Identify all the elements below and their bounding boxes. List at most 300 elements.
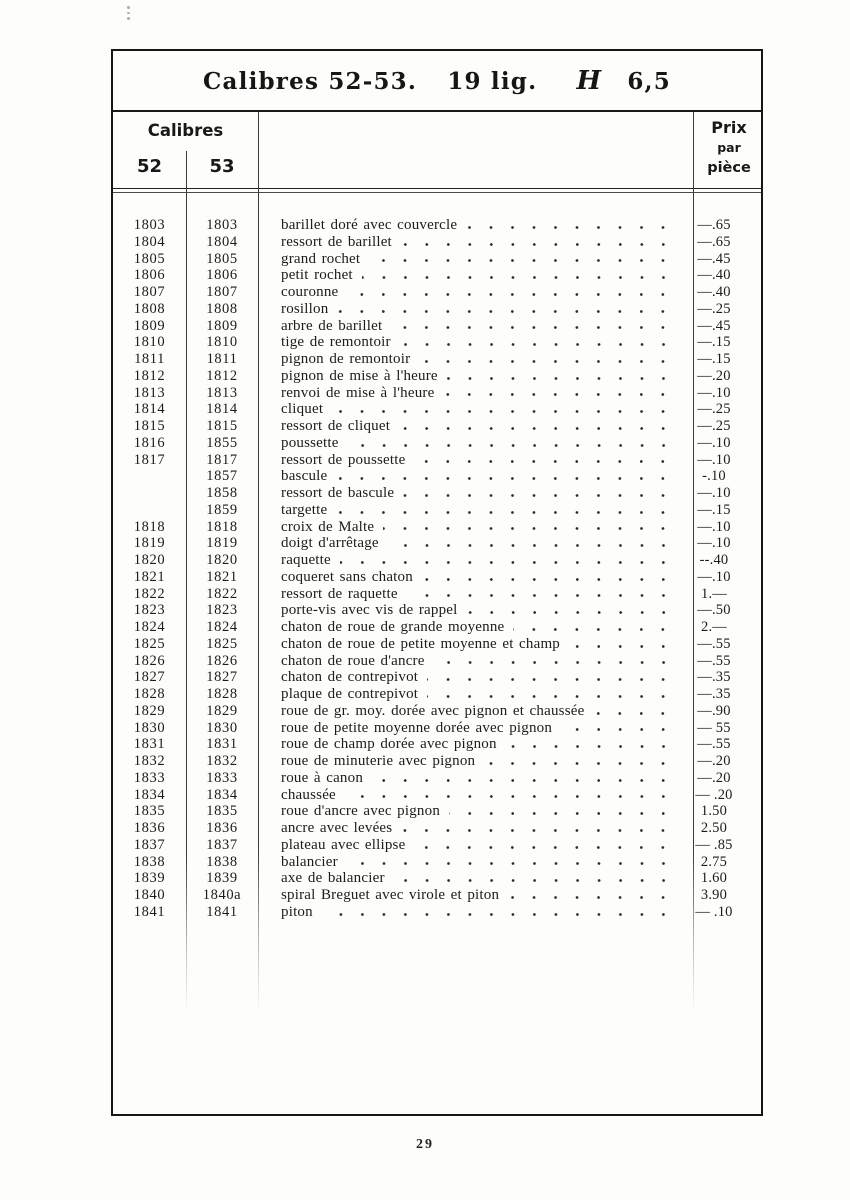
- part-price: — 55: [697, 719, 731, 736]
- dot-leader: [372, 777, 676, 787]
- dot-leader: [332, 408, 676, 418]
- dot-leader: [362, 274, 676, 284]
- title-height-value: 6,5: [627, 67, 671, 95]
- part-description: renvoi de mise à l'heure: [281, 384, 435, 401]
- table-row: [113, 385, 761, 402]
- part-price: —.45: [697, 317, 731, 334]
- calibre-52-number: 1809: [133, 317, 166, 334]
- calibre-52-number: 1815: [133, 418, 166, 434]
- part-price: —.10: [697, 518, 731, 535]
- calibre-52-number: 1812: [133, 367, 166, 384]
- table-title-band: [113, 51, 761, 112]
- calibre-53-number: 1818: [206, 518, 238, 535]
- calibre-52-number: 1818: [133, 518, 166, 535]
- part-description-cell: [258, 334, 689, 351]
- table-row: [113, 586, 761, 603]
- table-row: [113, 234, 761, 251]
- part-description: croix de Malte: [281, 518, 375, 535]
- part-description-cell: [258, 234, 689, 251]
- part-price: 2.—: [701, 619, 727, 635]
- dot-leader: [391, 324, 676, 334]
- part-description-cell: [258, 251, 689, 268]
- part-price: —.35: [697, 686, 731, 702]
- part-price: --.40: [699, 552, 729, 568]
- calibre-53-number: 1813: [206, 384, 238, 401]
- calibre-52-number: 1825: [133, 635, 166, 652]
- part-description-cell: [258, 720, 689, 737]
- calibre-52-number: 1814: [133, 401, 166, 418]
- calibre-52-number: [113, 485, 186, 502]
- calibre-52-number: 1808: [133, 300, 166, 317]
- table-row: [113, 468, 761, 485]
- part-price: —.40: [697, 284, 731, 300]
- calibre-52-number: 1828: [133, 686, 166, 702]
- part-description: axe de balancier: [281, 870, 385, 887]
- table-row: [113, 736, 761, 753]
- table-row: [113, 820, 761, 837]
- part-description-cell: [258, 820, 689, 837]
- calibre-53-number: 1830: [206, 719, 238, 736]
- calibre-52-number: 1820: [133, 552, 166, 568]
- calibre-53-number: 1859: [206, 501, 238, 518]
- part-price: —.15: [697, 351, 731, 367]
- dot-leader: [513, 626, 676, 636]
- part-price: —.25: [697, 300, 731, 317]
- table-row: [113, 368, 761, 385]
- dot-leader: [347, 860, 676, 870]
- calibre-52-number: 1836: [133, 820, 166, 836]
- table-row: [113, 837, 761, 854]
- calibre-53-number: 1840a: [202, 887, 242, 903]
- part-price: —.20: [697, 367, 731, 384]
- calibre-52-number: [113, 502, 186, 519]
- table-header: [113, 112, 761, 190]
- dot-leader: [443, 391, 676, 401]
- header-price-line2: par: [717, 140, 741, 155]
- table-row: [113, 669, 761, 686]
- part-price: —.25: [697, 401, 731, 418]
- part-description-cell: [258, 887, 689, 904]
- dot-leader: [427, 676, 676, 686]
- part-description: chaton de contrepivot: [281, 669, 419, 686]
- calibre-53-number: 1827: [206, 669, 238, 686]
- part-description-cell: [258, 368, 689, 385]
- table-row: [113, 887, 761, 904]
- calibre-53-number: 1804: [206, 233, 238, 250]
- calibre-52-number: 1819: [133, 535, 166, 552]
- calibre-53-number: 1831: [206, 736, 238, 753]
- part-description: poussette: [281, 434, 339, 451]
- part-description-cell: [258, 552, 689, 569]
- calibre-52-number: 1841: [133, 903, 166, 920]
- table-row: [113, 720, 761, 737]
- part-description-cell: [258, 485, 689, 502]
- part-description-cell: [258, 753, 689, 770]
- table-row: [113, 870, 761, 887]
- part-description-cell: [258, 619, 689, 636]
- part-description: roue de gr. moy. dorée avec pignon et chaussée: [281, 702, 585, 719]
- part-description-cell: [258, 837, 689, 854]
- part-description-cell: [258, 535, 689, 552]
- dot-leader: [347, 291, 676, 301]
- dot-leader: [407, 592, 676, 602]
- part-price: —.55: [697, 635, 731, 652]
- part-description-cell: [258, 267, 689, 284]
- calibre-52-number: 1823: [133, 602, 166, 619]
- header-calibres-group: Calibres: [147, 121, 224, 140]
- part-description: targette: [281, 501, 328, 518]
- table-row: [113, 401, 761, 418]
- part-description-cell: [258, 736, 689, 753]
- dot-leader: [422, 576, 676, 586]
- dot-leader: [336, 475, 676, 485]
- part-price: —.10: [697, 434, 731, 451]
- height-symbol: H: [576, 65, 602, 96]
- table-row: [113, 435, 761, 452]
- price-table: [111, 49, 763, 1116]
- part-description: chaussée: [281, 786, 336, 803]
- dot-leader: [414, 844, 676, 854]
- calibre-53-number: 1832: [206, 753, 238, 769]
- part-price: —.65: [697, 233, 731, 250]
- calibre-52-number: 1839: [133, 870, 166, 887]
- calibre-52-number: 1806: [133, 267, 166, 284]
- calibre-53-number: 1805: [206, 250, 238, 267]
- calibre-52-number: 1813: [133, 384, 166, 401]
- calibre-53-number: 1838: [206, 853, 238, 870]
- part-price: —.65: [697, 217, 731, 233]
- part-description-cell: [258, 318, 689, 335]
- calibre-53-number: 1814: [206, 401, 238, 418]
- title-lignes: 19 lig.: [447, 67, 538, 95]
- part-description-cell: [258, 669, 689, 686]
- dot-leader: [593, 710, 676, 720]
- calibre-52-number: 1804: [133, 233, 166, 250]
- dot-leader: [394, 877, 676, 887]
- part-price: —.10: [697, 568, 731, 585]
- table-row: [113, 619, 761, 636]
- calibre-52-number: 1837: [133, 836, 166, 853]
- part-description: balancier: [281, 853, 338, 870]
- part-price: —.20: [697, 769, 731, 786]
- part-description-cell: [258, 385, 689, 402]
- dot-leader: [336, 509, 676, 519]
- table-row: [113, 653, 761, 670]
- calibre-53-number: 1825: [206, 635, 238, 652]
- calibre-52-number: 1811: [134, 351, 165, 367]
- dot-leader: [414, 458, 676, 468]
- calibre-53-number: 1806: [206, 267, 238, 284]
- calibre-53-number: 1836: [206, 820, 238, 836]
- part-description-cell: [258, 770, 689, 787]
- table-row: [113, 569, 761, 586]
- dot-leader: [434, 659, 676, 669]
- dot-leader: [447, 375, 676, 385]
- part-description-cell: [258, 636, 689, 653]
- dot-leader: [506, 743, 676, 753]
- calibre-52-number: 1805: [133, 250, 166, 267]
- part-description-cell: [258, 452, 689, 469]
- calibre-53-number: 1821: [206, 568, 238, 585]
- calibre-53-number: 1858: [206, 485, 238, 501]
- table-row: [113, 267, 761, 284]
- dot-leader: [383, 525, 676, 535]
- dot-leader: [449, 810, 676, 820]
- part-price: —.10: [697, 485, 731, 501]
- part-description: bascule: [281, 468, 328, 485]
- table-row: [113, 854, 761, 871]
- part-price: -.10: [702, 468, 726, 485]
- part-price: —.15: [697, 501, 731, 518]
- part-price: — .85: [695, 836, 733, 853]
- dot-leader: [403, 492, 676, 502]
- part-price: 1.—: [701, 585, 727, 602]
- table-row: [113, 251, 761, 268]
- part-description: roue à canon: [281, 769, 364, 786]
- part-description: barillet doré avec couvercle: [281, 217, 458, 233]
- part-description-cell: [258, 301, 689, 318]
- part-price: 1.60: [700, 870, 728, 887]
- calibre-53-number: 1809: [206, 317, 238, 334]
- table-row: [113, 552, 761, 569]
- header-col-52: 52: [136, 156, 163, 177]
- part-description: plateau avec ellipse: [281, 836, 406, 853]
- table-row: [113, 636, 761, 653]
- table-row: [113, 301, 761, 318]
- calibre-53-number: 1812: [206, 367, 238, 384]
- table-row: [113, 519, 761, 536]
- part-price: —.55: [697, 652, 731, 669]
- calibre-52-number: 1840: [133, 887, 166, 903]
- table-title: [203, 66, 671, 96]
- part-price: —.50: [697, 602, 731, 619]
- table-row: [113, 535, 761, 552]
- calibre-52-number: 1827: [133, 669, 166, 686]
- part-description-cell: [258, 904, 689, 921]
- part-price: —.20: [697, 753, 731, 769]
- part-price: 3.90: [700, 887, 728, 903]
- part-description-cell: [258, 217, 689, 234]
- table-row: [113, 452, 761, 469]
- dot-leader: [348, 442, 676, 452]
- calibre-53-number: 1808: [206, 300, 238, 317]
- calibre-52-number: 1832: [133, 753, 166, 769]
- dot-leader: [388, 542, 676, 552]
- calibre-52-number: 1834: [133, 786, 166, 803]
- calibre-53-number: 1820: [206, 552, 238, 568]
- dot-leader: [419, 358, 676, 368]
- part-description: tige de remontoir: [281, 334, 391, 351]
- part-description: cliquet: [281, 401, 324, 418]
- calibre-53-number: 1835: [206, 803, 238, 820]
- part-description-cell: [258, 803, 689, 820]
- calibre-52-number: 1810: [133, 334, 166, 351]
- calibre-53-number: 1833: [206, 769, 238, 786]
- calibre-53-number: 1815: [206, 418, 238, 434]
- part-price: 2.50: [700, 820, 728, 836]
- part-description: ancre avec levées: [281, 820, 393, 836]
- part-description: pignon de remontoir: [281, 351, 411, 367]
- table-row: [113, 904, 761, 921]
- part-description-cell: [258, 435, 689, 452]
- part-price: —.10: [697, 535, 731, 552]
- dot-leader: [569, 643, 676, 653]
- part-description: couronne: [281, 284, 339, 300]
- dot-leader: [561, 726, 676, 736]
- part-description-cell: [258, 468, 689, 485]
- table-row: [113, 502, 761, 519]
- part-price: —.10: [697, 384, 731, 401]
- part-price: —.55: [697, 736, 731, 753]
- part-description: ressort de raquette: [281, 585, 398, 602]
- table-row: [113, 351, 761, 368]
- part-price: —.15: [697, 334, 731, 351]
- dot-leader: [401, 827, 676, 837]
- table-row: [113, 703, 761, 720]
- part-description: raquette: [281, 552, 331, 568]
- part-description: ressort de poussette: [281, 451, 406, 468]
- dot-leader: [400, 341, 676, 351]
- part-description: spiral Breguet avec virole et piton: [281, 887, 500, 903]
- part-description: petit rochet: [281, 267, 353, 284]
- part-description: chaton de roue de petite moyenne et champ: [281, 635, 561, 652]
- table-row: [113, 787, 761, 804]
- part-description: roue de champ dorée avec pignon: [281, 736, 497, 753]
- part-price: —.35: [697, 669, 731, 686]
- part-price: —.45: [697, 250, 731, 267]
- part-description: ressort de bascule: [281, 485, 395, 501]
- dot-leader: [467, 609, 676, 619]
- calibre-53-number: 1819: [206, 535, 238, 552]
- part-description: roue de petite moyenne dorée avec pignon: [281, 719, 553, 736]
- table-row: [113, 686, 761, 703]
- calibre-52-number: 1830: [133, 719, 166, 736]
- part-description-cell: [258, 854, 689, 871]
- header-price-line3: pièce: [707, 160, 751, 176]
- part-price: 2.75: [700, 853, 728, 870]
- part-description-cell: [258, 686, 689, 703]
- part-description: grand rochet: [281, 250, 361, 267]
- part-description: coqueret sans chaton: [281, 568, 413, 585]
- table-row: [113, 334, 761, 351]
- calibre-52-number: 1831: [133, 736, 166, 753]
- calibre-53-number: 1823: [206, 602, 238, 619]
- dot-leader: [369, 257, 676, 267]
- header-col-53: 53: [209, 156, 235, 177]
- part-description: chaton de roue de grande moyenne: [281, 619, 505, 635]
- calibre-52-number: 1807: [133, 284, 166, 300]
- title-calibres: Calibres 52-53.: [203, 67, 418, 95]
- calibre-53-number: 1807: [206, 284, 238, 300]
- part-description-cell: [258, 502, 689, 519]
- calibre-53-number: 1841: [206, 903, 238, 920]
- part-price: 1.50: [700, 803, 728, 820]
- calibre-52-number: 1826: [133, 652, 166, 669]
- calibre-53-number: 1839: [206, 870, 238, 887]
- part-price: —.40: [697, 267, 731, 284]
- header-price: [693, 118, 765, 178]
- calibre-52-number: 1822: [133, 585, 166, 602]
- table-row: [113, 485, 761, 502]
- part-price: —.10: [697, 451, 731, 468]
- part-price: —.90: [697, 702, 731, 719]
- table-row: [113, 602, 761, 619]
- table-row: [113, 217, 761, 234]
- table-row: [113, 753, 761, 770]
- part-description-cell: [258, 653, 689, 670]
- part-description: doigt d'arrêtage: [281, 535, 379, 552]
- part-price: — .10: [695, 903, 733, 920]
- part-description: porte-vis avec vis de rappel: [281, 602, 458, 619]
- dot-leader: [345, 793, 676, 803]
- calibre-52-number: 1803: [133, 217, 166, 233]
- calibre-52-number: 1816: [133, 434, 166, 451]
- part-description: ressort de barillet: [281, 233, 392, 250]
- dot-leader: [322, 911, 676, 921]
- part-description: arbre de barillet: [281, 317, 383, 334]
- dot-leader: [427, 693, 676, 703]
- header-price-line1: Prix: [711, 118, 747, 137]
- part-description-cell: [258, 870, 689, 887]
- calibre-53-number: 1829: [206, 702, 238, 719]
- part-description: roue de minuterie avec pignon: [281, 753, 476, 769]
- calibre-53-number: 1837: [206, 836, 238, 853]
- calibre-53-number: 1811: [206, 351, 238, 367]
- part-description-cell: [258, 401, 689, 418]
- calibre-52-number: [113, 468, 186, 485]
- part-description: roue d'ancre avec pignon: [281, 803, 441, 820]
- calibre-52-number: 1833: [133, 769, 166, 786]
- part-description: plaque de contrepivot: [281, 686, 419, 702]
- header-double-rule: [113, 188, 761, 193]
- dot-leader: [401, 241, 676, 251]
- calibre-53-number: 1817: [206, 451, 238, 468]
- page-number: 29: [416, 1137, 434, 1152]
- calibre-53-number: 1824: [206, 619, 238, 635]
- calibre-52-number: 1824: [133, 619, 166, 635]
- part-description-cell: [258, 569, 689, 586]
- table-row: [113, 284, 761, 301]
- part-description-cell: [258, 787, 689, 804]
- part-description: ressort de cliquet: [281, 418, 391, 434]
- parts-table-body: [113, 217, 761, 921]
- part-description: chaton de roue d'ancre: [281, 652, 425, 669]
- table-row: [113, 770, 761, 787]
- calibre-52-number: 1829: [133, 702, 166, 719]
- calibre-52-number: 1817: [133, 451, 166, 468]
- part-description: rosillon: [281, 300, 329, 317]
- calibre-53-number: 1826: [206, 652, 238, 669]
- table-row: [113, 803, 761, 820]
- calibre-53-number: 1855: [206, 434, 238, 451]
- dot-leader: [466, 224, 676, 234]
- dot-leader: [337, 308, 676, 318]
- calibre-53-number: 1803: [206, 217, 238, 233]
- part-description-cell: [258, 351, 689, 368]
- dot-leader: [508, 894, 676, 904]
- part-description: piton: [281, 903, 313, 920]
- part-description-cell: [258, 586, 689, 603]
- calibre-53-number: 1810: [206, 334, 238, 351]
- calibre-53-number: 1828: [206, 686, 238, 702]
- dot-leader: [484, 760, 676, 770]
- part-price: — .20: [695, 786, 733, 803]
- dot-leader: [340, 559, 676, 569]
- part-description-cell: [258, 519, 689, 536]
- scan-speckle-artifact: [127, 3, 130, 23]
- table-row: [113, 418, 761, 435]
- calibre-53-number: 1822: [206, 585, 238, 602]
